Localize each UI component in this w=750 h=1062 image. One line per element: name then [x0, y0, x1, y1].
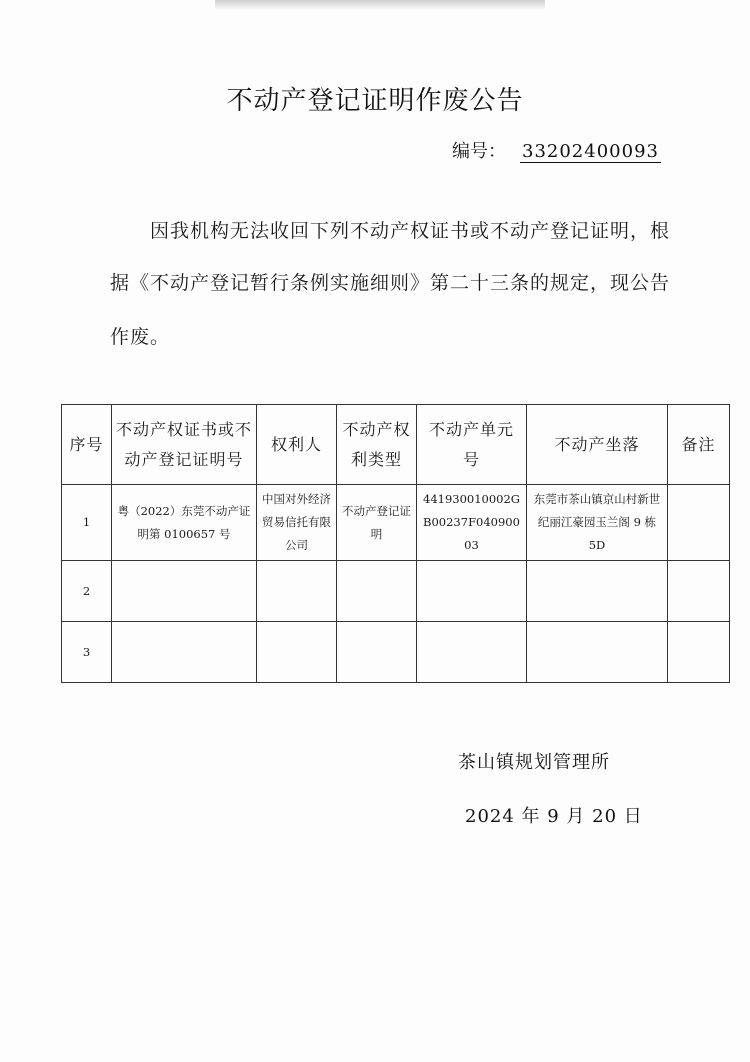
- cell-cert-no: [112, 561, 257, 622]
- cell-seq: 1: [62, 485, 112, 561]
- body-line-1: 因我机构无法收回下列不动产权证书或不动产登记证明，根: [150, 220, 671, 242]
- cell-right-type: 不动产登记证明: [337, 485, 417, 561]
- table-row: [62, 622, 730, 683]
- issue-date: 2024 年 9 月 20 日: [465, 806, 643, 827]
- table-header-row: [62, 405, 730, 485]
- issuer-name: 茶山镇规划管理所: [458, 752, 610, 773]
- cell-location: 东莞市茶山镇京山村新世纪丽江豪园玉兰阁 9 栋 5D: [527, 485, 668, 561]
- cell-cert-no: 粤（2022）东莞不动产证明第 0100657 号: [112, 485, 257, 561]
- document-number-label: 编号：: [452, 141, 506, 162]
- cell-seq: 3: [62, 622, 112, 683]
- cell-unit-no: [417, 561, 527, 622]
- cell-unit-no: [417, 622, 527, 683]
- document-number: [452, 137, 661, 163]
- cell-unit-no: 441930010002GB00237F04090003: [417, 485, 527, 561]
- cell-right-type: [337, 622, 417, 683]
- cell-cert-no: [112, 622, 257, 683]
- cell-location: [527, 561, 668, 622]
- document-number-value: 33202400093: [522, 141, 659, 162]
- cell-remark: [668, 561, 730, 622]
- header-seq: 序号: [62, 405, 112, 485]
- cell-remark: [668, 485, 730, 561]
- cell-location: [527, 622, 668, 683]
- header-holder: 权利人: [257, 405, 337, 485]
- cell-holder: [257, 622, 337, 683]
- table-row: [62, 485, 730, 561]
- header-right-type: 不动产权利类型: [337, 405, 417, 485]
- record-table: [61, 404, 730, 683]
- body-line-3: 作废。: [110, 326, 171, 348]
- cell-holder: [257, 561, 337, 622]
- header-location: 不动产坐落: [527, 405, 668, 485]
- header-remark: 备注: [668, 405, 730, 485]
- scan-smudge: [215, 0, 545, 10]
- body-line-2: 据《不动产登记暂行条例实施细则》第二十三条的规定，现公告: [110, 272, 671, 294]
- header-unit-no: 不动产单元号: [417, 405, 527, 485]
- cell-remark: [668, 622, 730, 683]
- table-row: [62, 561, 730, 622]
- cell-right-type: [337, 561, 417, 622]
- cell-holder: 中国对外经济贸易信托有限公司: [257, 485, 337, 561]
- header-cert-no: 不动产权证书或不动产登记证明号: [112, 405, 257, 485]
- cell-seq: 2: [62, 561, 112, 622]
- page-title: 不动产登记证明作废公告: [226, 86, 524, 116]
